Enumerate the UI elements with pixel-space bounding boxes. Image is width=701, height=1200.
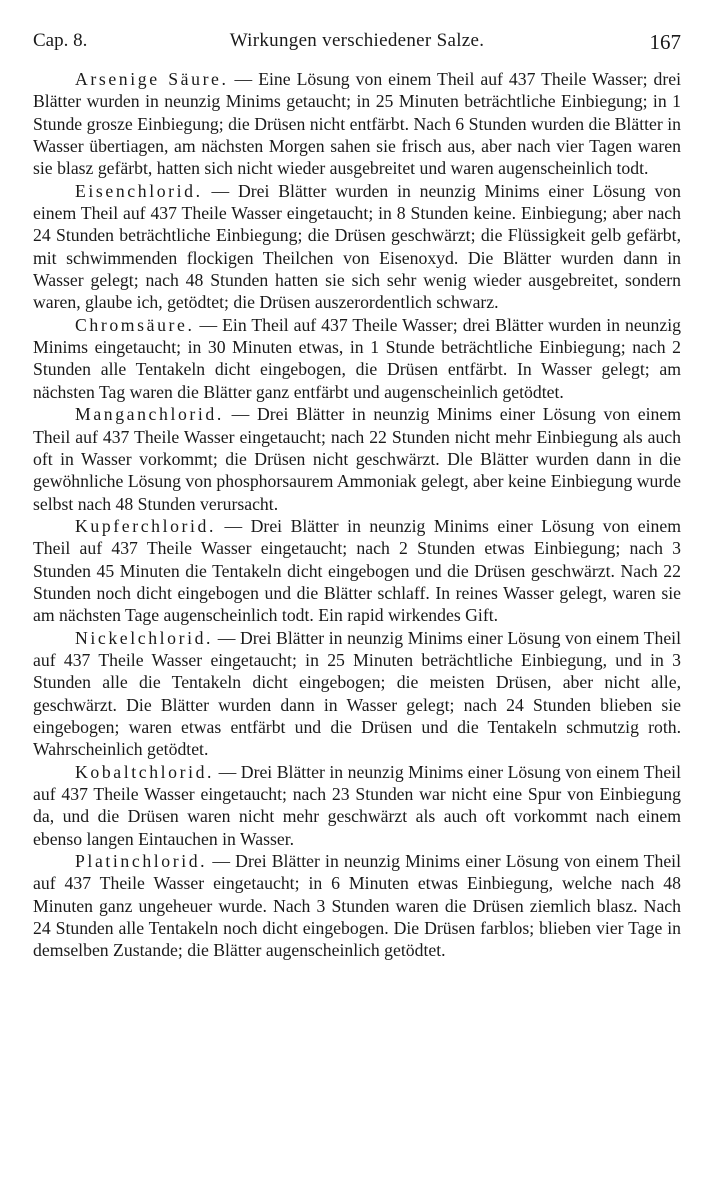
running-header <box>33 30 681 60</box>
page-number: 167 <box>649 30 681 54</box>
page-body <box>33 68 681 962</box>
paragraph-kobaltchlorid <box>33 761 681 850</box>
paragraph-chromsaeure <box>33 314 681 403</box>
paragraph-text: — Drei Blätter wurden in neunzig Minims einer Lösung von einem Theil auf 437 Theile Wasser eingetaucht; in 8 Stunden keine. Einbiegung; aber nach 24 Stunden beträchtliche Einbiegung; die Drüsen geschwärzt; die Flüssigkeit gelb gefärbt, mit schwimmenden flockigen Theilchen von Eisenoxyd. Die Blätter wurden dann in Wasser gelegt; nach 48 Stunden hatten sie sich sehr wenig wieder ausgebreitet, sondern waren, glaube ich, getödtet; die Drüsen auszerordentlich schwarz. <box>33 180 681 313</box>
paragraph-nickelchlorid <box>33 627 681 761</box>
paragraph-kupferchlorid <box>33 515 681 627</box>
paragraph-text: — Drei Blätter in neunzig Minims einer Lösung von einem Theil auf 437 Theile Wasser eingetaucht; in 25 Minuten beträchtliche Einbiegung, und in 3 Stunden alle die Tentakeln dicht eingebogen; die meisten Drüsen, aber nicht alle, geschwärzt. Die Blätter wurden dann in Wasser gelegt; nach 24 Stunden blieben sie eingebogen; waren etwas entfärbt und die Drüsen und die Tentakeln schmutzig roth. Wahrscheinlich getödtet. <box>33 627 681 760</box>
paragraph-text: — Drei Blätter in neunzig Minims einer Lösung von einem Theil auf 437 Theile Wasser eingetaucht; nach 2 Stunden etwas Einbiegung; nach 3 Stunden 45 Minuten die Tentakeln dicht eingebogen und die Drüsen geschwärzt. Nach 22 Stunden noch dicht eingebogen und die Blätter schlaff. In reines Wasser gelegt, waren sie am nächsten Tage augenscheinlich todt. Ein rapid wirkendes Gift. <box>33 515 681 626</box>
term-heading: Platinchlorid. <box>75 851 208 872</box>
term-heading: Chromsäure. <box>75 314 195 335</box>
term-heading: Kobaltchlorid. <box>75 761 215 782</box>
term-heading: Kupferchlorid. <box>75 515 217 536</box>
paragraph-text: — Eine Lösung von einem Theil auf 437 Theile Wasser; drei Blätter wurden in neunzig Minims getaucht; in 25 Minuten beträchtliche Einbiegung; in 1 Stunde grosze Einbiegung; die Drüsen nicht entfärbt. Nach 6 Stunden wurden die Blätter in Wasser übertiagen, am nächsten Morgen sahen sie frisch aus, aber nach vier Tagen waren sie blasz gefärbt, hatten sich nicht wieder ausgebreitet und waren augenscheinlich todt. <box>33 69 681 179</box>
running-title: Wirkungen verschiedener Salze. <box>229 30 485 51</box>
paragraph-text: — Drei Blätter in neunzig Minims einer Lösung von einem Theil auf 437 Theile Wasser eingetaucht; nach 23 Stunden war nicht eine Spur von Einbiegung da, und die Drüsen waren nicht mehr geschwärzt als auch oft vorkommt nach einem ebenso langen Eintauchen in Wasser. <box>33 761 681 849</box>
paragraph-eisenchlorid <box>33 180 681 314</box>
chapter-label: Cap. 8. <box>33 30 88 51</box>
paragraph-text: — Drei Blätter in neunzig Minims einer Lösung von einem Theil auf 437 Theile Wasser eingetaucht; nach 22 Stunden nicht mehr Einbiegung als auch oft in Wasser vorkommt; die Drüsen nicht geschwärzt. Dle Blätter wurden dann in die gewöhnliche Lösung von phosphorsaurem Ammoniak gelegt, aber keine Einbiegung wurde selbst nach 48 Stunden verursacht. <box>33 404 681 514</box>
paragraph-manganchlorid <box>33 403 681 515</box>
term-heading: Nickelchlorid. <box>75 627 214 648</box>
paragraph-arsenige-saeure <box>33 68 681 180</box>
term-heading: Eisenchlorid. <box>75 180 203 201</box>
paragraph-text: — Ein Theil auf 437 Theile Wasser; drei Blätter wurden in neunzig Minims eingetaucht; in 30 Minuten etwas, in 1 Stunde beträchtliche Einbiegung; nach 2 Stunden alle Tentakeln dicht eingebogen, die Drüsen entfärbt. In Wasser gelegt; am nächsten Tag waren die Blätter ganz entfärbt und augenscheinlich getödtet. <box>33 314 681 402</box>
paragraph-text: — Drei Blätter in neunzig Minims einer Lösung von einem Theil auf 437 Theile Wasser eingetaucht; in 6 Minuten etwas Einbiegung, welche nach 48 Minuten ganz ungeheuer wurde. Nach 3 Stunden waren die Drüsen ziemlich blasz. Nach 24 Stunden alle Tentakeln noch dicht eingebogen. Die Drüsen farblos; blieben vier Tage in demselben Zustande; die Blätter augenscheinlich getödtet. <box>33 851 681 961</box>
paragraph-platinchlorid <box>33 850 681 962</box>
book-page <box>33 30 681 962</box>
term-heading: Arsenige Säure. <box>75 69 229 89</box>
term-heading: Manganchlorid. <box>75 404 224 425</box>
